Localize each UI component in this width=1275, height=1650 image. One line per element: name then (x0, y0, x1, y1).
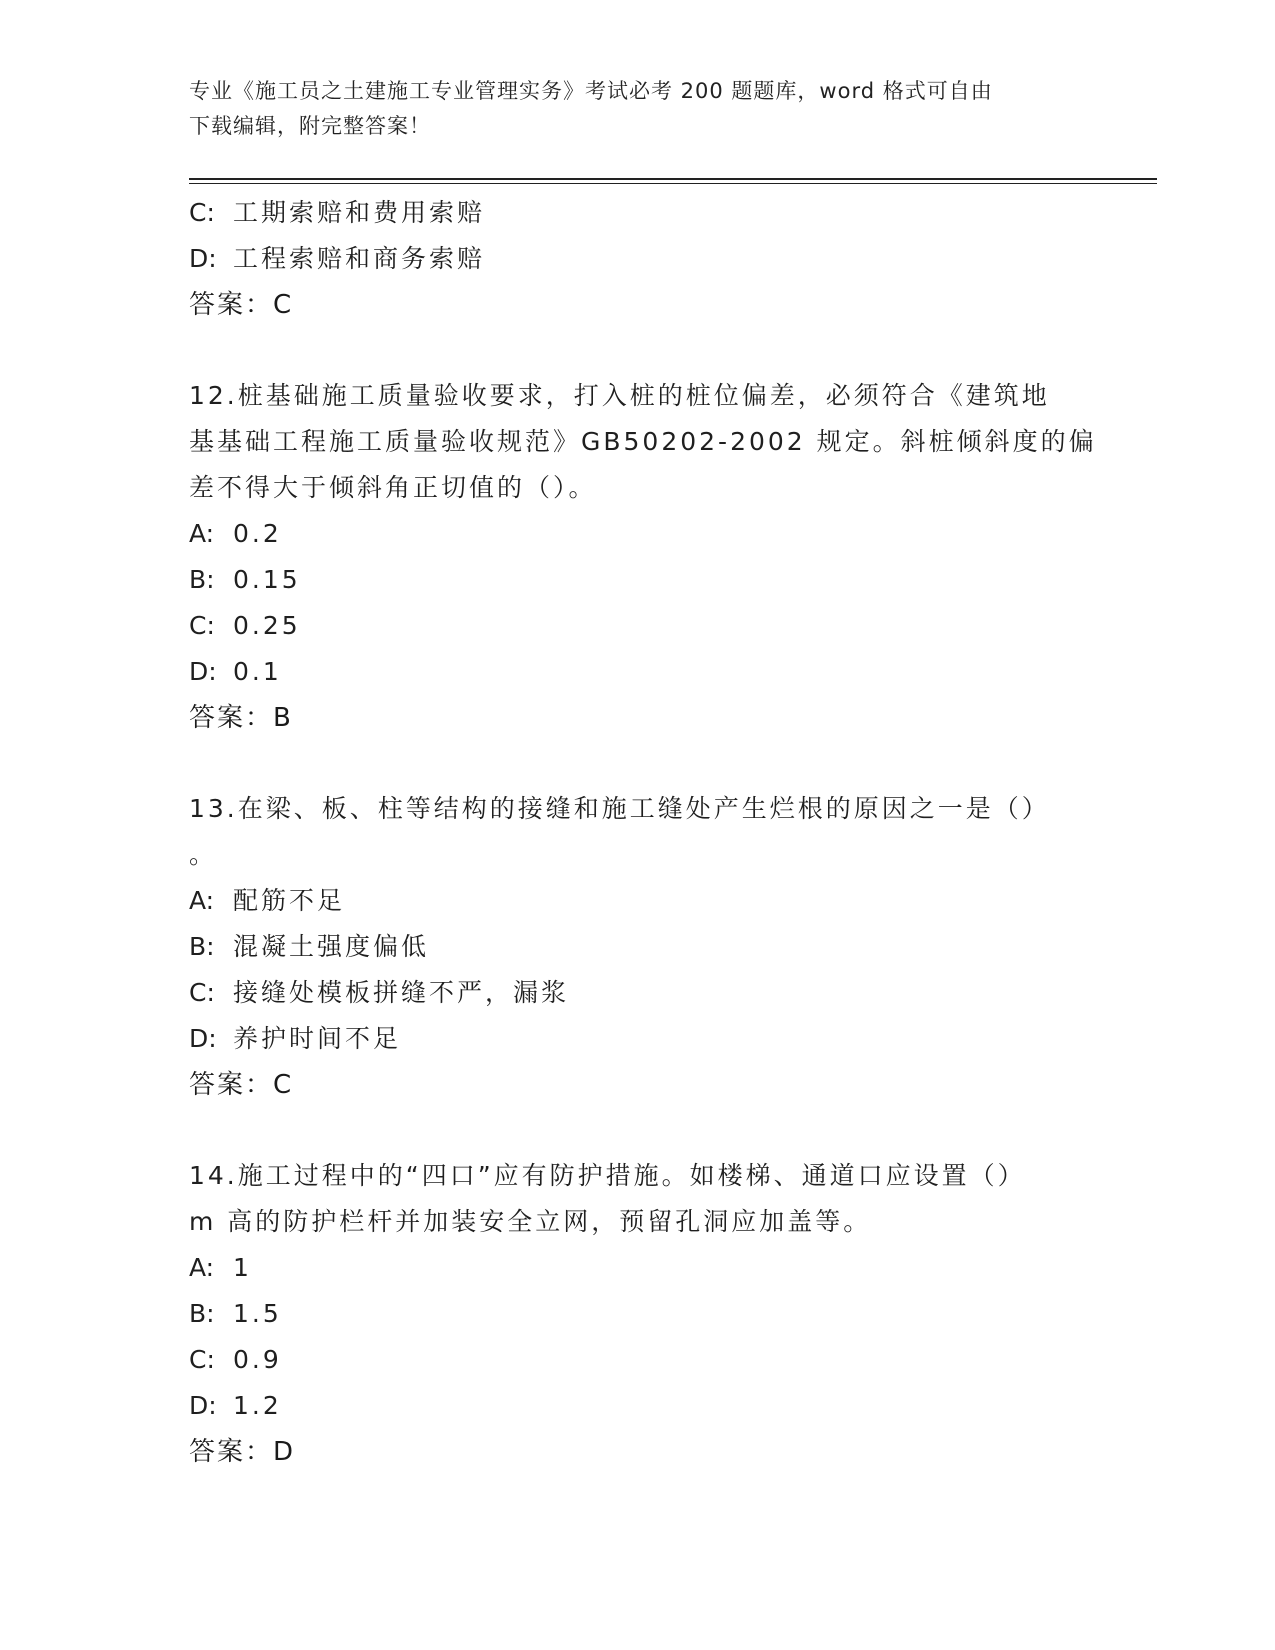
option-label: D: (189, 1024, 217, 1053)
option-d (189, 1016, 1089, 1062)
option-text: 1.5 (233, 1299, 282, 1328)
option-text: 0.9 (233, 1345, 282, 1374)
question-stem (189, 1153, 1089, 1245)
option-b (189, 924, 1089, 970)
question-14 (189, 1153, 1089, 1475)
question-list (189, 190, 1097, 1475)
option-text: 1 (233, 1253, 252, 1282)
option-b (189, 1291, 1089, 1337)
option-label: D: (189, 657, 217, 686)
option-label: D: (189, 244, 217, 273)
option-text: 混凝土强度偏低 (233, 932, 430, 961)
question-13 (189, 786, 1089, 1108)
question-stem-line: 13.在梁、板、柱等结构的接缝和施工缝处产生烂根的原因之一是（） (189, 794, 1050, 823)
question-fragment (189, 190, 1089, 328)
option-text: 1.2 (233, 1391, 282, 1420)
answer-value: C (273, 1070, 293, 1100)
option-label: C: (189, 1345, 215, 1374)
answer-label: 答案： (189, 290, 274, 320)
option-label: A: (189, 519, 215, 548)
answer-line (189, 282, 1089, 328)
option-c (189, 190, 1089, 236)
option-label: C: (189, 611, 215, 640)
answer-label: 答案： (189, 1070, 274, 1100)
answer-label: 答案： (189, 703, 274, 733)
question-stem-line: 12.桩基础施工质量验收要求，打入桩的桩位偏差，必须符合《建筑地 (189, 381, 1050, 410)
answer-value: D (273, 1437, 295, 1467)
option-label: A: (189, 886, 215, 915)
option-label: B: (189, 1299, 215, 1328)
option-a (189, 878, 1089, 924)
option-text: 0.15 (233, 565, 301, 594)
question-stem-line: 。 (189, 840, 218, 869)
option-text: 工程索赔和商务索赔 (233, 244, 486, 273)
answer-line (189, 1429, 1089, 1475)
option-text: 养护时间不足 (233, 1024, 402, 1053)
answer-line (189, 695, 1089, 741)
option-text: 接缝处模板拼缝不严，漏浆 (233, 978, 570, 1007)
header-rule-thin (189, 183, 1157, 184)
question-stem (189, 786, 1089, 878)
option-b (189, 557, 1089, 603)
answer-line (189, 1062, 1089, 1108)
header-line-1: 专业《施工员之土建施工专业管理实务》考试必考 200 题题库，word 格式可自由 (189, 79, 993, 103)
option-d (189, 236, 1089, 282)
question-stem-line: m 高的防护栏杆并加装安全立网，预留孔洞应加盖等。 (189, 1207, 872, 1236)
option-c (189, 970, 1089, 1016)
question-stem-line: 差不得大于倾斜角正切值的（）。 (189, 473, 597, 502)
option-text: 配筋不足 (233, 886, 346, 915)
option-c (189, 603, 1089, 649)
question-12 (189, 373, 1097, 741)
question-stem-line: 基基础工程施工质量验收规范》GB50202-2002 规定。斜桩倾斜度的偏 (189, 427, 1097, 456)
question-stem-line: 14.施工过程中的“四口”应有防护措施。如楼梯、通道口应设置（） (189, 1161, 1026, 1190)
option-text: 0.25 (233, 611, 301, 640)
option-label: C: (189, 978, 215, 1007)
option-text: 0.2 (233, 519, 282, 548)
option-label: D: (189, 1391, 217, 1420)
answer-value: C (273, 290, 293, 320)
option-a (189, 511, 1089, 557)
option-d (189, 649, 1089, 695)
option-c (189, 1337, 1089, 1383)
answer-value: B (273, 703, 292, 733)
option-text: 0.1 (233, 657, 282, 686)
header-line-2: 下载编辑，附完整答案！ (189, 114, 431, 138)
document-header (189, 74, 1069, 144)
question-stem (189, 373, 1097, 511)
option-label: C: (189, 198, 215, 227)
option-label: A: (189, 1253, 215, 1282)
option-label: B: (189, 565, 215, 594)
option-a (189, 1245, 1089, 1291)
header-rule-thick (189, 178, 1157, 180)
answer-label: 答案： (189, 1437, 274, 1467)
option-label: B: (189, 932, 215, 961)
option-text: 工期索赔和费用索赔 (233, 198, 486, 227)
option-d (189, 1383, 1089, 1429)
